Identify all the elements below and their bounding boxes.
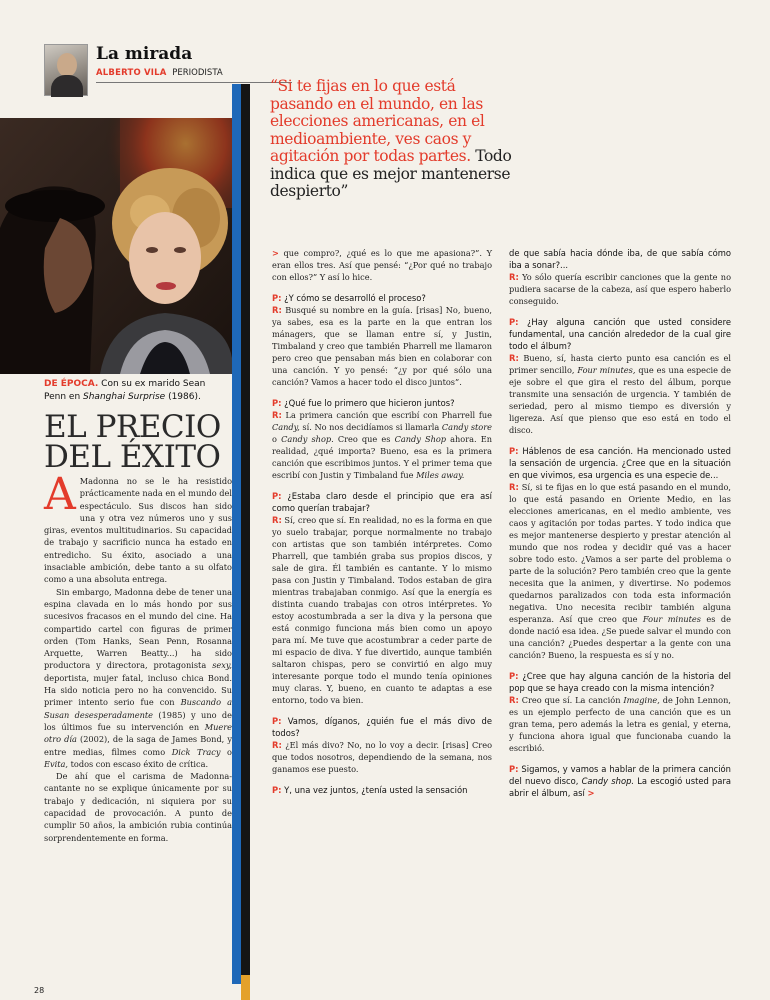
song-title: Candy, <box>272 422 300 433</box>
song-title: Four minutes <box>642 614 701 624</box>
question-text: ¿Hay alguna canción que usted considere fundamental, una canción alrededor de la cual gire todo el álbum? <box>509 317 731 351</box>
intro-paragraph-3: De ahí que el carisma de Madonna-cantante no se explique únicamente por su trabajo y dedicación, ni siquiera por su capacidad de provocación. A punto de cumplir 50 años, la ambición rubia continúa sorprendentemente en forma. <box>44 771 232 843</box>
answer-text: o <box>272 434 282 445</box>
caption-year: (1986). <box>165 391 201 402</box>
header-rule <box>96 82 292 83</box>
answer-label: R: <box>509 353 519 363</box>
author-name: ALBERTO VILA <box>96 68 167 78</box>
answer-label: R: <box>509 272 519 282</box>
intro-text: o <box>220 746 232 757</box>
intro-text: (1985) y uno de los últimos fue su intervención en <box>44 709 232 732</box>
byline <box>96 68 223 78</box>
question <box>272 490 492 706</box>
black-vertical-bar <box>241 84 250 1000</box>
caption-lead: DE ÉPOCA. <box>44 379 99 389</box>
question <box>272 715 492 775</box>
question <box>272 292 492 388</box>
answer-label: R: <box>509 695 519 705</box>
question <box>509 670 731 754</box>
answer-text: Creo que es <box>333 434 395 445</box>
question <box>509 445 731 661</box>
drop-cap: A <box>44 469 76 520</box>
question-text: ¿Qué fue lo primero que hicieron juntos? <box>281 398 455 409</box>
answer-body <box>509 353 731 435</box>
answer-label: R: <box>272 740 282 751</box>
question-text: Sigamos, y vamos a hablar de la primera canción del nuevo disco, <box>509 764 731 786</box>
intro-italic: sexy, <box>212 660 232 671</box>
answer-label: R: <box>272 515 282 526</box>
answer-label: R: <box>509 482 519 492</box>
intro-text: (2002), de la saga de James Bond, y entre medias, filmes como <box>44 734 232 757</box>
question-text: Háblenos de esa canción. Ha mencionado usted la sensación de urgencia. ¿Cree que en la situación en que vivimos, esa urgencia es una especie de... <box>509 446 731 480</box>
pull-quote-red: “Si te fijas en lo que está pasando en el mundo, en las elecciones americanas, en el medioambiente, ves caos y agitación por todas partes. <box>270 77 485 165</box>
answer-text: es de donde nació esa idea. ¿Se puede salvar el mundo con una canción? ¿Puedes despertar a la gente con una canción? Bueno, la respuesta es sí y no. <box>509 614 731 660</box>
song-title: Imagine, <box>623 695 660 705</box>
blue-vertical-bar <box>232 84 241 984</box>
interview-column-3 <box>509 247 731 808</box>
question-label: P: <box>509 671 519 681</box>
song-title: Four minutes, <box>577 365 636 375</box>
author-avatar <box>44 44 88 96</box>
caption-film-title: Shanghai Surprise <box>83 391 166 402</box>
intro-film-title: Evita, <box>44 758 68 769</box>
answer-text: Sí, creo que sí. En realidad, no es la forma en que yo suelo trabajar, porque normalmente no trabajo con artistas que son también intérpretes. Como Pharrell, que también graba sus propios discos, y sale de gira. Él también es cantante. Y lo mismo pasa con Justin y Timbaland. Todos estaban de gira mientras trabajaban conmigo. Así que la energía es distinta cuando trabajas con otros intérpretes. Yo estoy acostumbrada a ser la diva y la persona que está conmigo funciona más bien como un apoyo para mí. Me tuve que acostumbrar a ceder parte de mi espacio de diva. Y fue divertido, aunque también saltaron chispas, pero se convirtió en algo muy interesante porque todo el mundo tenía opiniones muy claras. Y, bueno, en cuanto te adaptas a ese entorno, todo va bien. <box>272 515 492 706</box>
pull-quote-dark: Todo indica que es mejor mantenerse despierto” <box>270 147 512 200</box>
gold-bar-accent <box>241 975 250 1000</box>
question-text: ¿Estaba claro desde el principio que era así como querían trabajar? <box>272 491 492 514</box>
article-title-line-1: EL PRECIO <box>44 409 221 445</box>
song-title: Candy shop. <box>581 776 635 786</box>
answer-text: Busqué su nombre en la guía. [risas] No, bueno, ya sabes, esa es la parte en la que entran los mánagers, que se llaman entre sí, y Justin, Timbaland y creo que también Pharrell me llamaron pero creo que pensaban más bien en colaborar con una canción. Y yo pensé: “¿y por qué sólo una canción? Vamos a hacer todo el disco juntos”. <box>272 305 492 388</box>
film-still-photo <box>0 118 232 374</box>
article-title <box>44 409 234 475</box>
question-label: P: <box>272 293 282 304</box>
article-title-line-2: DEL ÉXITO <box>44 439 221 475</box>
question-text: ¿Cree que hay alguna canción de la historia del pop que se haya creado con la misma intención? <box>509 671 731 693</box>
question-label: P: <box>509 764 519 774</box>
question-text: de que sabía hacia dónde iba, de que sabía cómo iba a sonar?... <box>509 248 731 270</box>
question-text: Vamos, díganos, ¿quién fue el más divo de todos? <box>272 716 492 739</box>
answer-text: Creo que sí. La canción <box>518 695 624 705</box>
question-text: La escogió usted para abrir el álbum, así <box>509 776 732 798</box>
continued-arrow: > <box>272 248 279 258</box>
intro-text: deportista, mujer fatal, incluso chica Bond. Ha sido noticia pero no ha convencido. Su primer intento serio fue con <box>44 672 232 708</box>
question <box>509 247 731 307</box>
answer-text: de John Lennon, es un ejemplo perfecto de una canción que es un gran tema, pero además la letra es genial, y eterna, y funciona ahora igual que funcionaba cuando la escribió. <box>509 695 731 753</box>
answer-body <box>509 482 731 660</box>
question <box>509 763 731 799</box>
intro-film-title: Dick Tracy <box>171 746 221 757</box>
intro-text: todos con escaso éxito de crítica. <box>68 758 209 769</box>
answer-body <box>509 695 731 753</box>
photo-caption <box>44 378 230 403</box>
question-text: Y, una vez juntos, ¿tenía usted la sensación <box>281 785 468 796</box>
answer-text: ahora. En realidad, ¿qué importa? Bueno, esa es la primera canción que escribimos juntos. Y el primer tema que escribí con Justin y Timbaland fue <box>272 434 492 481</box>
song-title: Candy store <box>441 422 492 433</box>
intro-film-title: Muere otro día <box>44 721 232 745</box>
question-label: P: <box>509 317 519 327</box>
interview-column-2 <box>272 247 492 805</box>
pull-quote <box>270 78 520 201</box>
song-title: Candy Shop <box>394 434 447 445</box>
intro-text: Sin embargo, Madonna debe de tener una espina clavada en lo más hondo por sus sucesivos fracasos en el mundo del cine. Ha compartido cartel con figuras de primer orden (Tom Hanks, Sean Penn, Rosanna Arquette, Warren Beatty...) ha sido productora y directora, protagonista <box>44 586 232 671</box>
answer-text: Bueno, sí, hasta cierto punto esa canción es el primer sencillo, <box>509 353 731 375</box>
answer-text: Sí, si te fijas en lo que está pasando en el mundo, lo que está pasando en Oriente Medio, en las elecciones americanas, en el medio ambiente, ves caos y agitación por todas partes. Y todo indica que es mejor mantenerse despierto y prestar atención al mundo que nos rodea y decidir qué vas a hacer sobre todo esto. ¿Vamos a ser parte del problema o parte de la solución? Pero también creo que la gente necesita que la animen, y divertirse. No podemos quedarnos paralizados con toda esta información negativa. Uno necesita recibir también alguna esperanza. Así que creo que <box>509 482 731 624</box>
question-label: P: <box>272 785 282 796</box>
section-header <box>44 44 244 100</box>
author-role: PERIODISTA <box>172 68 223 78</box>
answer-body <box>272 410 492 480</box>
intro-text: Madonna no se le ha resistido prácticamente nada en el mundo del espectáculo. Sus discos han sido una y otra vez números uno y sus giras, eventos multitudinarios. Su capacidad de trabajo y sacrificio nunca ha estado en entredicho. Su éxito, asociado a una insaciable ambición, debe tanto a su olfato como a una absoluta entrega. <box>44 476 232 585</box>
question-label: P: <box>272 716 282 727</box>
answer-text: que compro?, ¿qué es lo que me apasiona?”. Y eran ellos tres. Así que pensé: “¿Por qué no trabajo con ellos?” Y así lo hice. <box>272 248 492 283</box>
intro-column <box>44 469 232 844</box>
page-number: 28 <box>34 986 45 995</box>
intro-paragraph-2 <box>44 586 232 770</box>
answer-text: ¿El más divo? No, no lo voy a decir. [risas] Creo que todos nosotros, dependiendo de la semana, nos ganamos ese puesto. <box>272 740 492 775</box>
question-label: P: <box>272 491 282 502</box>
answer-text: Yo sólo quería escribir canciones que la gente no pudiera sacarse de la cabeza, así que espero haberlo conseguido. <box>509 272 731 306</box>
answer-label: R: <box>272 305 282 316</box>
question <box>272 784 492 796</box>
section-title: La mirada <box>96 44 193 64</box>
answer-text: La primera canción que escribí con Pharrell fue <box>281 410 492 421</box>
continue-arrow[interactable]: > <box>587 788 595 798</box>
answer-text: que es una especie de eje sobre el que gira el resto del álbum, porque transmite una sensación de urgencia. Y también de seriedad, pero al mismo tiempo es diversión y ligereza. Así que pienso que eso está en todo el disco. <box>509 365 731 435</box>
answer-label: R: <box>272 410 282 421</box>
question-text: ¿Y cómo se desarrolló el proceso? <box>281 293 426 304</box>
question <box>509 316 731 436</box>
song-title: Miles away. <box>416 470 465 481</box>
intro-film-title: Buscando a Susan desesperadamente <box>44 697 232 720</box>
question-label: P: <box>272 398 282 409</box>
song-title: Candy shop. <box>281 434 334 445</box>
caption-text: Con su ex marido Sean Penn en <box>44 379 206 402</box>
question-label: P: <box>509 446 519 456</box>
answer-text: sí. No nos decidíamos si llamarla <box>299 422 442 433</box>
question <box>272 397 492 481</box>
intro-paragraph-1 <box>44 469 232 586</box>
answer-continued <box>272 247 492 283</box>
